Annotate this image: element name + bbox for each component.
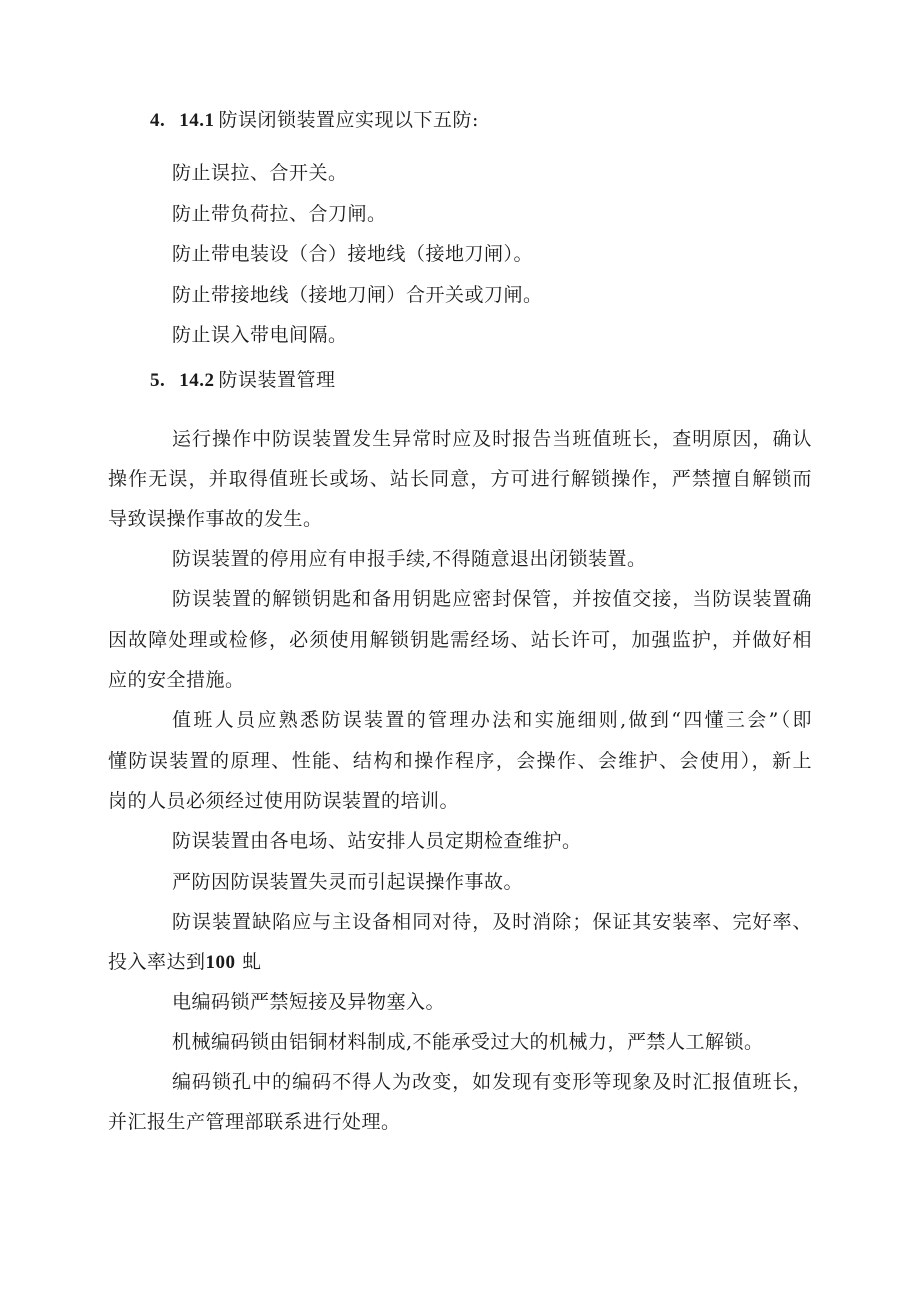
paragraph-1-line-3: 导致误操作事故的发生。 <box>108 508 323 530</box>
paragraph-8: 电编码锁严禁短接及异物塞入。 <box>172 991 446 1013</box>
prevention-item-3: 防止带电装设（合）接地线（接地刀闸）。 <box>172 243 534 265</box>
section-5-title: 防误装置管理 <box>218 369 336 391</box>
paragraph-3-line-2: 因故障处理或检修，必须使用解锁钥匙需经场、站长许可，加强监护，并做好相 <box>108 629 812 651</box>
prevention-item-2: 防止带负荷拉、合刀闸。 <box>172 203 387 225</box>
paragraph-10-line-1: 编码锁孔中的编码不得人为改变，如发现有变形等现象及时汇报值班长， <box>172 1071 812 1093</box>
paragraph-1-line-1: 运行操作中防误装置发生异常时应及时报告当班值班长，查明原因，确认 <box>172 428 812 450</box>
paragraph-1-line-2: 操作无误，并取得值班长或场、站长同意，方可进行解锁操作，严禁擅自解锁而 <box>108 468 812 490</box>
paragraph-7-line-2 <box>108 949 262 976</box>
paragraph-5: 防误装置由各电场、站安排人员定期检查维护。 <box>172 830 582 852</box>
paragraph-7-text: 投入率达到 <box>108 951 206 973</box>
paragraph-7-line-1: 防误装置缺陷应与主设备相同对待，及时消除；保证其安装率、完好率、 <box>172 911 812 933</box>
rate-suffix: 虬 <box>242 951 262 973</box>
paragraph-9: 机械编码锁由铝铜材料制成,不能承受过大的机械力，严禁人工解锁。 <box>172 1031 764 1053</box>
paragraph-6: 严防因防误装置失灵而引起误操作事故。 <box>172 871 524 893</box>
section-4-title: 防误闭锁装置应实现以下五防: <box>218 109 479 131</box>
section-4-heading <box>150 107 479 134</box>
prevention-item-5: 防止误入带电间隔。 <box>172 324 348 346</box>
paragraph-3-line-3: 应的安全措施。 <box>108 669 245 691</box>
paragraph-4-line-3: 岗的人员必须经过使用防误装置的培训。 <box>108 790 460 812</box>
section-4-number: 4. <box>150 110 166 131</box>
rate-value: 100 <box>205 952 236 973</box>
paragraph-10-line-2: 并汇报生产管理部联系进行处理。 <box>108 1111 401 1133</box>
section-4-code: 14.1 <box>179 110 215 131</box>
section-5-number: 5. <box>150 370 166 391</box>
paragraph-3-line-1: 防误装置的解锁钥匙和备用钥匙应密封保管，并按值交接，当防误装置确 <box>172 588 812 610</box>
paragraph-2: 防误装置的停用应有申报手续,不得随意退出闭锁装置。 <box>172 548 647 570</box>
section-5-code: 14.2 <box>179 370 215 391</box>
prevention-item-1: 防止误拉、合开关。 <box>172 162 348 184</box>
section-5-heading <box>150 367 336 394</box>
paragraph-4-line-1: 值班人员应熟悉防误装置的管理办法和实施细则,做到“四懂三会”（即 <box>172 709 812 731</box>
paragraph-4-line-2: 懂防误装置的原理、性能、结构和操作程序，会操作、会维护、会使用），新上 <box>108 750 812 772</box>
prevention-item-4: 防止带接地线（接地刀闸）合开关或刀闸。 <box>172 284 543 306</box>
